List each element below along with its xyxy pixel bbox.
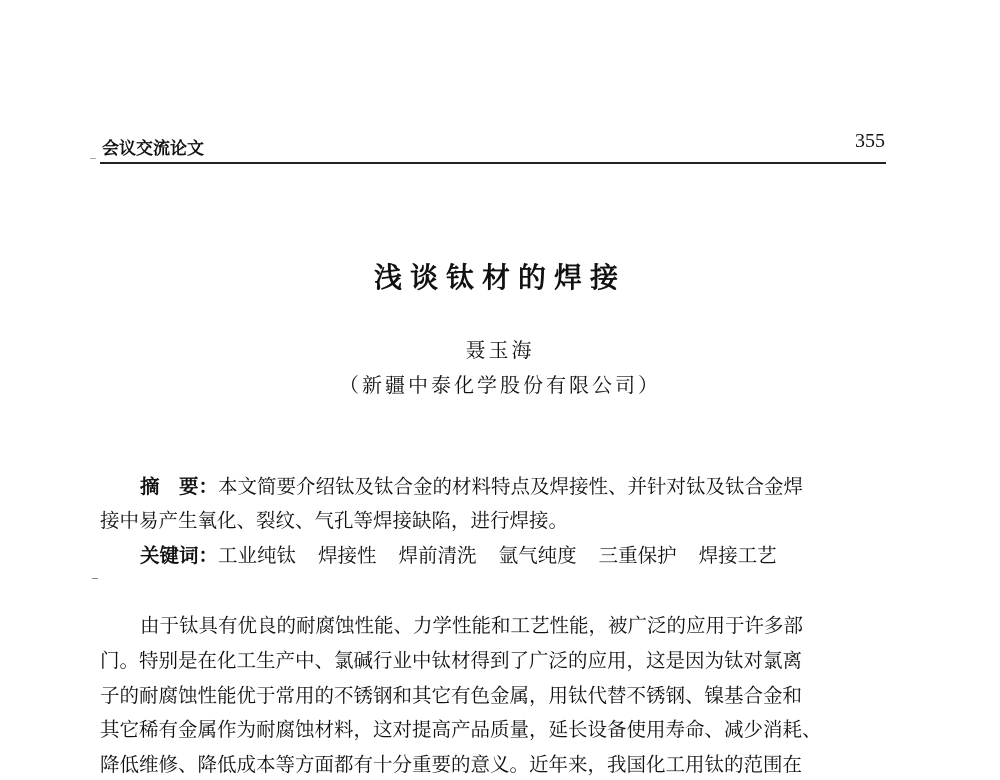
affiliation: （新疆中泰化学股份有限公司） [339, 373, 661, 397]
body-line: 门。特别是在化工生产中、氯碱行业中钛材得到了广泛的应用，这是因为钛对氯离 [100, 649, 803, 672]
running-header-section: 会议交流论文 [102, 139, 204, 159]
scan-mark [90, 158, 96, 159]
body-line: 降低维修、降低成本等方面都有十分重要的意义。近年来，我国化工用钛的范围在 [100, 753, 803, 776]
abstract-line [100, 472, 886, 502]
abstract-text: 本文简要介绍钛及钛合金的材料特点及焊接性、并针对钛及钛合金焊 [218, 475, 804, 498]
author: 聂玉海 [465, 338, 535, 362]
keyword: 焊前清洗 [398, 544, 477, 567]
abstract-line [100, 506, 886, 536]
keywords-line [100, 541, 886, 571]
body-line: 由于钛具有优良的耐腐蚀性能、力学性能和工艺性能，被广泛的应用于许多部 [140, 614, 804, 637]
abstract-label: 摘 要： [140, 475, 219, 498]
keywords-label: 关键词： [140, 544, 219, 567]
scan-mark [92, 578, 98, 579]
keyword: 工业纯钛 [218, 544, 297, 567]
keyword: 焊接工艺 [698, 544, 777, 567]
keyword: 氩气纯度 [498, 544, 577, 567]
keyword: 三重保护 [598, 544, 677, 567]
paper-title: 浅谈钛材的焊接 [373, 261, 626, 294]
page-number: 355 [855, 130, 885, 152]
header-rule [100, 162, 886, 164]
abstract-text: 接中易产生氧化、裂纹、气孔等焊接缺陷，进行焊接。 [100, 509, 569, 532]
keyword: 焊接性 [318, 544, 377, 567]
body-line: 其它稀有金属作为耐腐蚀材料，这对提高产品质量，延长设备使用寿命、减少消耗、 [100, 718, 822, 741]
body-line: 子的耐腐蚀性能优于常用的不锈钢和其它有色金属，用钛代替不锈钢、镍基合金和 [100, 684, 803, 707]
